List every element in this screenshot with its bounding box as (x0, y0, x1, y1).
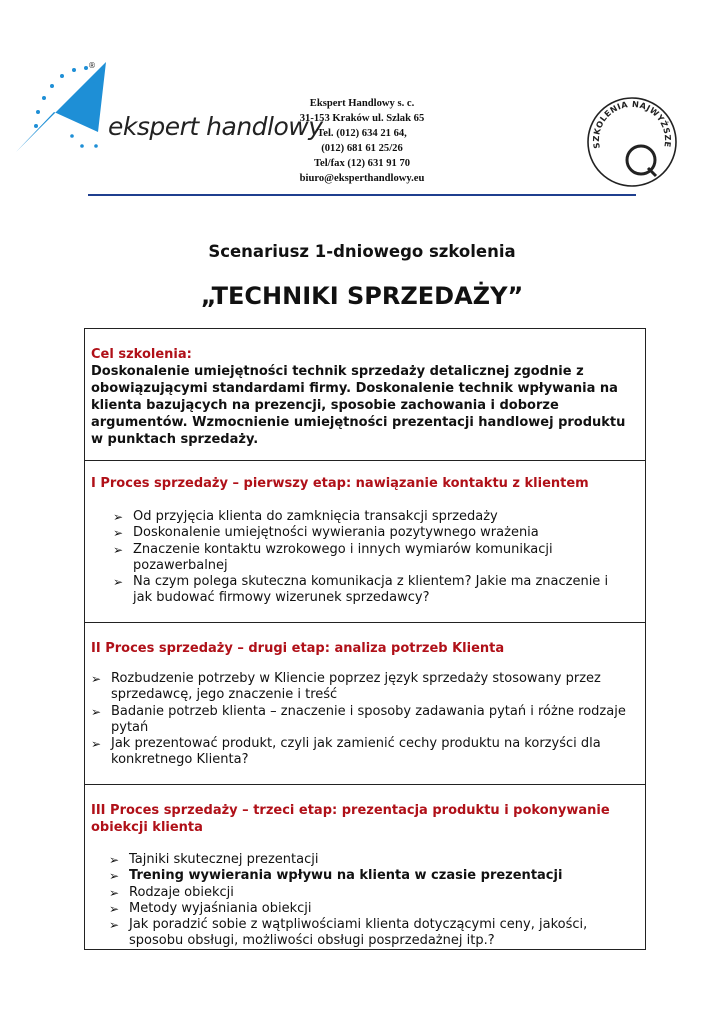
arrowhead-bullet-icon: ➢ (91, 672, 102, 686)
arrowhead-bullet-icon: ➢ (113, 526, 124, 541)
seal-text: SZKOLENIA NAJWYŻSZE (590, 98, 674, 150)
arrowhead-bullet-icon: ➢ (91, 704, 102, 719)
contact-block (280, 96, 444, 186)
quality-seal (586, 96, 678, 188)
list-item: ➢ Badanie potrzeb klienta – znaczenie i sposoby zadawania pytań i różne rodzaje pytań (91, 703, 626, 735)
goal-section (85, 329, 645, 461)
fax: Tel/fax (12) 631 91 70 (313, 158, 411, 169)
company-name: Ekspert Handlowy s. c. (309, 98, 415, 109)
list-item: ➢ Na czym polega skuteczna komunikacja z klientem? Jakie ma znaczenie i jak budować firmowy wizerunek sprzedawcy? (113, 574, 609, 606)
arrowhead-bullet-icon: ➢ (109, 918, 120, 933)
section-3-list (107, 852, 633, 950)
section-2-heading: II Proces sprzedaży – drugi etap: analiza potrzeb Klienta (91, 641, 505, 656)
seal-letter: Q (624, 158, 625, 159)
logo-wordmark: ekspert handlowy (108, 112, 323, 141)
arrowhead-bullet-icon: ➢ (109, 885, 120, 900)
header-divider (88, 194, 636, 196)
list-item: ➢ Jak prezentować produkt, czyli jak zamienić cechy produktu na korzyści dla konkretnego Klienta? (91, 736, 601, 768)
list-item: ➢ Metody wyjaśniania obiekcji (109, 900, 312, 916)
document-subtitle: Scenariusz 1-dniowego szkolenia (208, 242, 516, 261)
registered-mark: ® (88, 61, 96, 70)
list-item: ➢ Znaczenie kontaktu wzrokowego i innych wymiarów komunikacji pozawerbalnej (113, 541, 553, 573)
section-3-heading: III Proces sprzedaży – trzeci etap: prezentacja produktu i pokonywanie obiekcji klienta (91, 803, 610, 835)
arrowhead-bullet-icon: ➢ (109, 869, 120, 884)
phone-2: (012) 681 61 25/26 (321, 143, 403, 154)
list-item: ➢ Trening wywierania wpływu na klienta w czasie prezentacji (109, 868, 563, 884)
goal-text: Doskonalenie umiejętności technik sprzedaży detalicznej zgodnie z obowiązującymi standardami firmy. Doskonalenie technik wpływania na klienta bazujących na prezencji, sposobie zachowania i doborze argumentów. Wzmocnienie umiejętności prezentacji handlowej produktu w punktach sprzedaży. (91, 364, 626, 447)
list-item: ➢ Rozbudzenie potrzeby w Kliencie poprzez język sprzedaży stosowany przez sprzedawcę, jego znaczenie i treść (91, 671, 601, 703)
goal-heading: Cel szkolenia: (91, 347, 192, 362)
arrowhead-bullet-icon: ➢ (109, 901, 120, 916)
document-title: „TECHNIKI SPRZEDAŻY” (200, 282, 524, 310)
section-2 (85, 623, 645, 785)
list-item: ➢ Od przyjęcia klienta do zamknięcia transakcji sprzedaży (113, 509, 498, 524)
section-1-list (111, 509, 631, 607)
section-2-list (89, 671, 629, 769)
arrowhead-bullet-icon: ➢ (113, 510, 124, 524)
arrowhead-bullet-icon: ➢ (113, 542, 124, 557)
arrowhead-bullet-icon: ➢ (91, 737, 102, 752)
address: 31-153 Kraków ul. Szlak 65 (299, 113, 425, 124)
section-1 (85, 461, 645, 623)
list-item: ➢ Jak poradzić sobie z wątpliwościami klienta dotyczącymi ceny, jakości, sposobu obsługi, możliwości obsługi posprzedażnej itp.? (109, 917, 588, 949)
list-item: ➢ Rodzaje obiekcji (109, 884, 234, 900)
phone-1: Tel. (012) 634 21 64, (317, 128, 407, 139)
svg-text:SZKOLENIA NAJWYŻSZEJ JAKOŚCI (586, 96, 673, 149)
arrowhead-bullet-icon: ➢ (109, 853, 120, 867)
list-item: ➢ Tajniki skutecznej prezentacji (109, 852, 319, 867)
section-3 (85, 785, 645, 949)
quality-seal-icon (586, 96, 678, 188)
email[interactable]: biuro@eksperthandlowy.eu (299, 173, 425, 184)
list-item: ➢ Doskonalenie umiejętności wywierania pozytywnego wrażenia (113, 525, 539, 541)
section-1-heading: I Proces sprzedaży – pierwszy etap: nawiązanie kontaktu z klientem (91, 476, 589, 491)
syllabus-box (84, 328, 646, 950)
arrowhead-bullet-icon: ➢ (113, 575, 124, 590)
